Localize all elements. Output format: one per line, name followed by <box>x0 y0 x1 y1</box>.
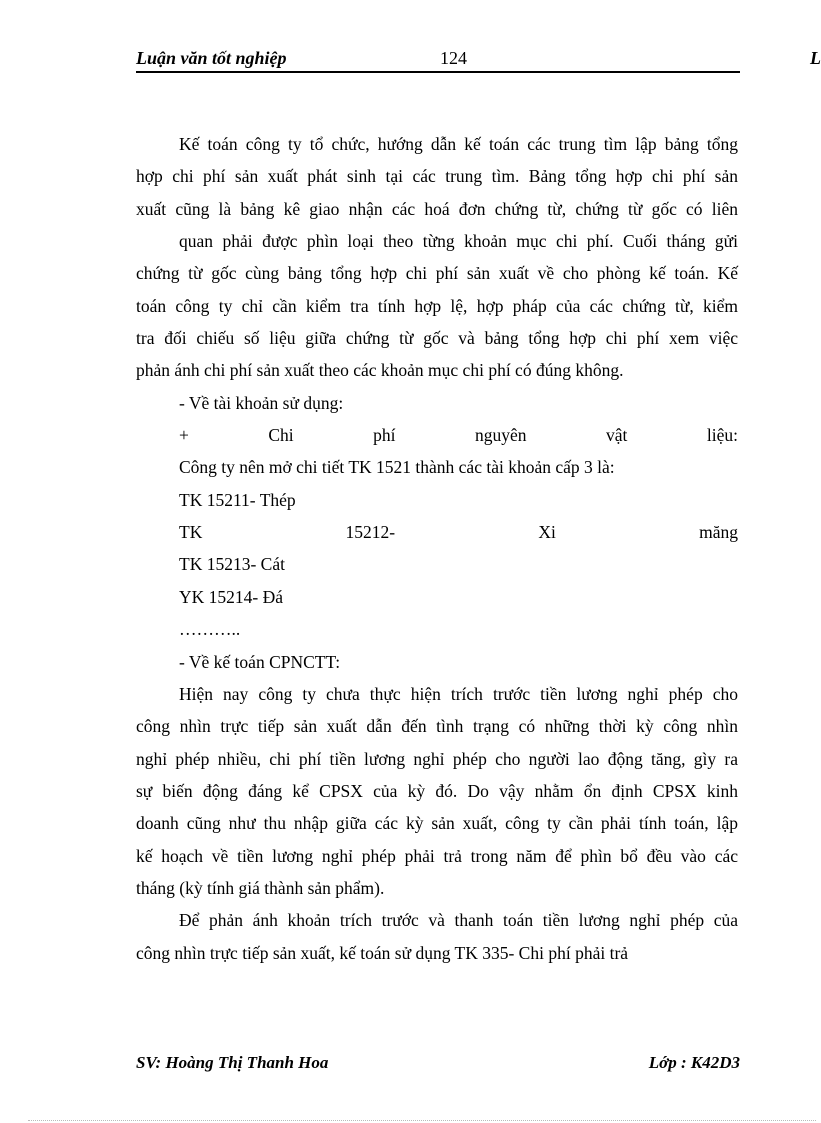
text-line: chứng từ gốc cùng bảng tổng hợp chi phí sản xuất về cho phòng kế toán. Kế <box>136 263 738 284</box>
header-cut-text: L <box>810 48 821 68</box>
text-line: doanh cũng như thu nhập giữa các kỳ sản xuất, công ty cần phải tính toán, lập <box>136 813 738 834</box>
student-name: SV: Hoàng Thị Thanh Hoa <box>136 1053 329 1072</box>
text-line: Hiện nay công ty chưa thực hiện trích trước tiền lương nghỉ phép cho <box>179 683 738 704</box>
text-line: kế hoạch về tiền lương nghỉ phép phải trả trong năm để phìn bổ đều vào các <box>136 845 738 866</box>
text-line: công nhìn trực tiếp sản xuất, kế toán sử dụng TK 335- Chi phí phải trả <box>136 942 629 963</box>
text-line: TK 15212- Xi măng <box>179 522 738 543</box>
text-line: + Chi phí nguyên vật liệu: <box>179 425 738 446</box>
page-number: 124 <box>440 48 467 68</box>
page-bottom-divider <box>28 1120 816 1121</box>
text-line: xuất cũng là bảng kê giao nhận các hoá đơn chứng từ, chứng từ gốc có liên <box>136 198 738 219</box>
class-code: Lớp : K42D3 <box>648 1053 740 1072</box>
text-line: toán công ty chỉ cần kiểm tra tính hợp lệ, hợp pháp của các chứng từ, kiểm <box>136 295 738 316</box>
text-line: phản ánh chi phí sản xuất theo các khoản mục chi phí có đúng không. <box>136 360 624 381</box>
page-header <box>136 48 740 73</box>
text-line: Để phản ánh khoản trích trước và thanh toán tiền lương nghỉ phép của <box>179 910 738 931</box>
text-line: Kế toán công ty tổ chức, hướng dẫn kế toán các trung tìm lập bảng tổng <box>179 134 738 154</box>
text-line: TK 15211- Thép <box>179 489 296 510</box>
text-line: sự biến động đáng kể CPSX của kỳ đó. Do vậy nhằm ổn định CPSX kinh <box>136 780 738 801</box>
text-line: Công ty nên mở chi tiết TK 1521 thành các tài khoản cấp 3 là: <box>179 457 615 478</box>
document-body <box>136 128 738 969</box>
text-line: - Về tài khoản sử dụng: <box>179 392 344 413</box>
text-line: tháng (kỳ tính giá thành sản phẩm). <box>136 877 385 898</box>
text-line: YK 15214- Đá <box>179 586 284 607</box>
page-footer <box>136 1053 740 1073</box>
text-line: công nhìn trực tiếp sản xuất dẫn đến tình trạng có những thời kỳ công nhìn <box>136 716 738 737</box>
text-line: TK 15213- Cát <box>179 554 285 575</box>
thesis-title: Luận văn tốt nghiệp <box>136 48 287 68</box>
text-line: ……….. <box>179 619 241 640</box>
text-line: nghỉ phép nhiều, chi phí tiền lương nghỉ phép cho người lao động tăng, gìy ra <box>136 748 738 769</box>
text-line: quan phải được phìn loại theo từng khoản mục chi phí. Cuối tháng gửi <box>179 231 738 252</box>
text-line: - Về kế toán CPNCTT: <box>179 651 341 672</box>
text-line: tra đối chiếu số liệu giữa chứng từ gốc và bảng tổng hợp chi phí xem việc <box>136 328 738 349</box>
text-line: hợp chi phí sản xuất phát sinh tại các trung tìm. Bảng tổng hợp chi phí sản <box>136 166 738 187</box>
